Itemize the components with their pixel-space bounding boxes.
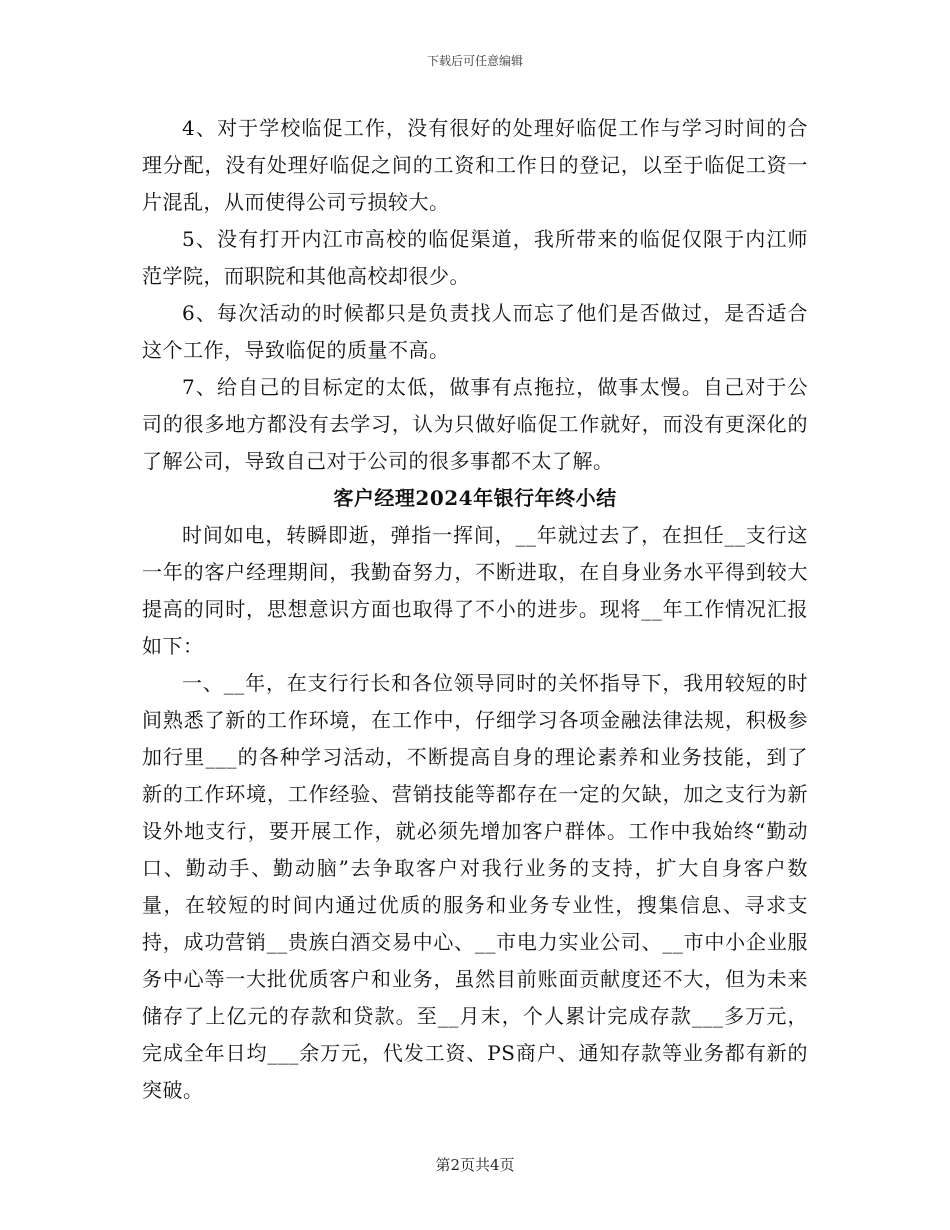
section-intro-paragraph: 时间如电，转瞬即逝，弹指一挥间，__年就过去了，在担任__支行这一年的客户经理期间，我勤奋努力，不断进取，在自身业务水平得到较大提高的同时，思想意识方面也取得了不小的进步。现将__年工作情况汇报如下： xyxy=(142,523,808,658)
page-header-note: 下载后可任意编辑 xyxy=(426,54,523,68)
paragraph-item-7: 7、给自己的目标定的太低，做事有点拖拉，做事太慢。自己对于公司的很多地方都没有去学习，认为只做好临促工作就好，而没有更深化的了解公司，导致自己对于公司的很多事都不太了解。 xyxy=(142,375,808,473)
paragraph-item-4: 4、对于学校临促工作，没有很好的处理好临促工作与学习时间的合理分配，没有处理好临促之间的工资和工作日的登记，以至于临促工资一片混乱，从而使得公司亏损较大。 xyxy=(142,116,808,214)
section-paragraph-one: 一、__年，在支行行长和各位领导同时的关怀指导下，我用较短的时间熟悉了新的工作环境，在工作中，仔细学习各项金融法律法规，积极参加行里___的各种学习活动，不断提高自身的理论素养和业务技能，到了新的工作环境，工作经验、营销技能等都存在一定的欠缺，加之支行为新设外地支行，要开展工作，就必须先增加客户群体。工作中我始终“勤动口、勤动手、勤动脑”去争取客户对我行业务的支持，扩大自身客户数量，在较短的时间内通过优质的服务和业务专业性，搜集信息、寻求支持，成功营销__贵族白酒交易中心、__市电力实业公司、__市中小企业服务中心等一大批优质客户和业务，虽然目前账面贡献度还不大，但为未来储存了上亿元的存款和贷款。至__月末，个人累计完成存款___多万元，完成全年日均___余万元，代发工资、PS商户、通知存款等业务都有新的突破。 xyxy=(142,671,808,1102)
section-title: 客户经理2024年银行年终小结 xyxy=(333,486,617,510)
paragraph-item-5: 5、没有打开内江市高校的临促渠道，我所带来的临促仅限于内江师范学院，而职院和其他高校却很少。 xyxy=(142,227,808,288)
page-number: 第2页共4页 xyxy=(435,1156,515,1174)
paragraph-item-6: 6、每次活动的时候都只是负责找人而忘了他们是否做过，是否适合这个工作，导致临促的质量不高。 xyxy=(142,301,808,362)
document-body xyxy=(142,110,808,1109)
